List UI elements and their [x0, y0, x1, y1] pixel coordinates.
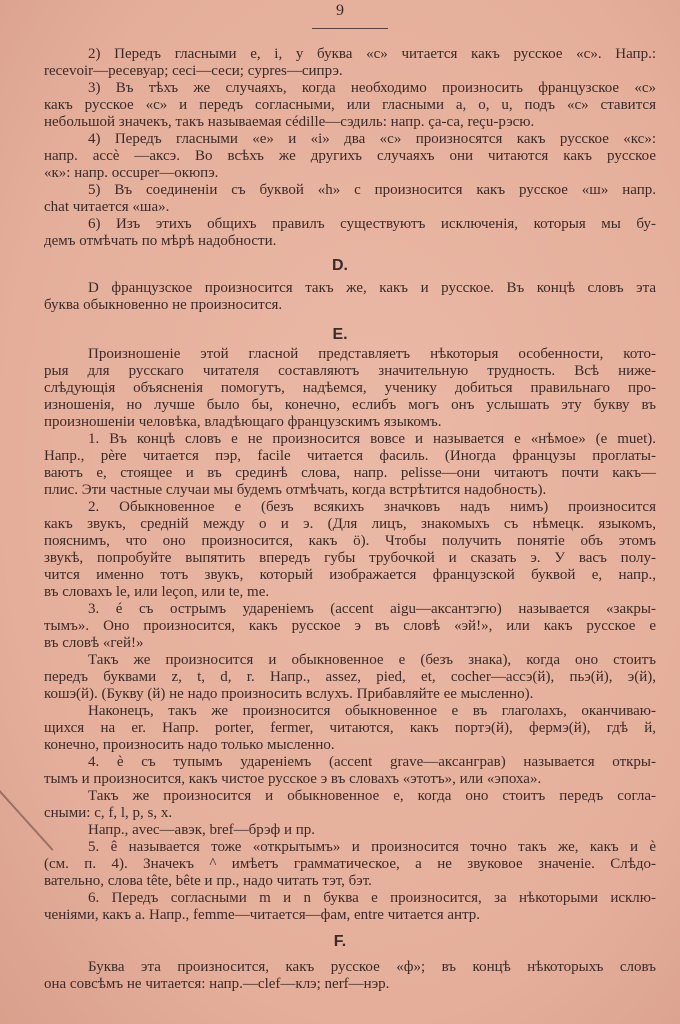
text-line: Наконецъ, такъ же произносится обыкновенное e въ глаголахъ, оканчиваю- [88, 703, 656, 719]
paragraph [44, 652, 656, 703]
text-line: демъ отмѣчать по мѣрѣ надобности. [44, 233, 277, 249]
text-line: какъ русское «c» и передъ согласными, или гласными a, o, u, подъ «c» ставится [44, 97, 656, 113]
heading-e: E. [332, 326, 348, 343]
text-line: небольшой значекъ, такъ называемая cédille—сэдиль: напр. ça-са, reçu-рэсю. [44, 114, 535, 130]
text-line: конечно, произносить надо только мысленно. [44, 737, 335, 753]
section-e [44, 346, 656, 924]
text-line: 3. é съ острымъ удареніемъ (accent aigu—аксантэгю) называется «закры- [88, 601, 656, 617]
paragraph [44, 346, 656, 431]
text-line: она совсѣмъ не читается: напр.—clef—клэ; nerf—нэр. [44, 976, 390, 992]
text-line: Напр., avec—авэк, bref—брэф и пр. [88, 822, 316, 838]
text-line: D французское произносится такъ же, какъ и русское. Въ концѣ словъ эта [88, 280, 656, 296]
text-line: 1. Въ концѣ словъ e не произносится вовсе и называется e «нѣмое» (e muet). [88, 431, 656, 447]
text-line: (см. п. 4). Значекъ ^ имѣетъ грамматическое, а не звуковое значеніе. Слѣдо- [44, 856, 656, 872]
text-line: 3) Въ тѣхъ же случаяхъ, когда необходимо произносить французское «c» [88, 80, 656, 96]
text-line: 4. è съ тупымъ удареніемъ (accent grave—аксанграв) называется откры- [88, 754, 656, 770]
text-line: 2) Передъ гласными e, i, y буква «c» читается какъ русское «c». Напр.: [88, 46, 656, 62]
text-line: кошэ(й). (Букву (й) не надо произносить вслухъ. Прибавляйте ее мысленно). [44, 686, 534, 702]
text-line: «к»: напр. occuper—окюпэ. [44, 165, 219, 181]
paragraph [44, 280, 656, 314]
text-line: вательно, слова tête, bête и пр., надо читать тэт, бэт. [44, 873, 372, 889]
text-line: произношеніи человѣка, владѣющаго французскимъ языкомъ. [44, 414, 442, 430]
section-f [44, 959, 656, 993]
header-rule [312, 28, 388, 29]
text-line: 5) Въ соединеніи съ буквой «h» c произносится какъ русское «ш» напр. [88, 182, 656, 198]
heading-f: F. [333, 933, 347, 950]
text-line: тымъ». Оно произносится, какъ русское э въ словѣ «эй!», или какъ русское e [44, 618, 656, 634]
paragraph [44, 46, 656, 80]
text-line: 6) Изъ этихъ общихъ правилъ существуютъ исключенія, которыя мы бу- [88, 216, 656, 232]
page-number: 9 [336, 2, 344, 19]
text-line: какъ звукъ, средній между о и э. (Для лицъ, знакомыхъ съ нѣмецк. языкомъ, [44, 516, 656, 532]
paragraph [44, 216, 656, 250]
text-line: Буква эта произносится, какъ русское «ф»; въ концѣ нѣкоторыхъ словъ [88, 959, 656, 975]
section-d [44, 280, 656, 314]
text-line: 5. ê называется тоже «открытымъ» и произносится точно такъ же, какъ и è [88, 839, 656, 855]
paragraph [44, 182, 656, 216]
text-line: chat читается «ша». [44, 199, 170, 215]
section-c-rules [44, 46, 656, 250]
text-line: 6. Передъ согласными m и n буква e произносится, за нѣкоторыми исклю- [88, 890, 656, 906]
text-line: сными: c, f, l, p, s, x. [44, 805, 173, 821]
text-line: чится именно тотъ звукъ, который изображается французской буквой e, напр., [44, 567, 656, 583]
paragraph [44, 822, 656, 839]
paragraph [44, 754, 656, 788]
text-line: 4) Передъ гласными «e» и «i» два «c» произносятся какъ русское «кс»: [88, 131, 656, 147]
text-line: въ словѣ «гей!» [44, 635, 144, 651]
text-line: передъ буквами z, t, d, r. Напр., assez, pied, et, cocher—ассэ(й), пьэ(й), э(й), [44, 669, 656, 685]
text-line: 2. Обыкновенное e (безъ всякихъ значковъ надъ нимъ) произносится [88, 499, 656, 515]
text-line: recevoir—ресевуар; ceci—сеси; cypres—сипрэ. [44, 63, 343, 79]
paragraph [44, 839, 656, 890]
text-line: изношенія, но лучше было бы, конечно, еслибъ могъ онъ услышать эту букву въ [44, 397, 656, 413]
text-line: Такъ же произносится и обыкновенное e, когда оно стоитъ передъ согла- [88, 788, 656, 804]
text-line: буква обыкновенно не произносится. [44, 297, 283, 313]
paragraph [44, 703, 656, 754]
text-line: щихся на er. Напр. porter, fermer, читаются, какъ портэ(й), фермэ(й), гдѣ й, [44, 720, 656, 736]
text-line: плис. Эти частные случаи мы будемъ отмѣчать, когда встрѣтится надобность). [44, 482, 547, 498]
paragraph [44, 131, 656, 182]
text-line: тымъ и произносится, какъ чистое русское э въ словахъ «этотъ», или «эпоха». [44, 771, 542, 787]
text-line: ченіями, какъ a. Напр., femme—читается—фам, entre читается антр. [44, 907, 481, 923]
paragraph [44, 959, 656, 993]
paragraph [44, 601, 656, 652]
text-line: ваютъ e, стоящее и въ срединѣ слова, напр. pelisse—они читаютъ почти какъ— [44, 465, 656, 481]
paragraph [44, 80, 656, 131]
text-line: звукѣ, попробуйте выпятить впередъ губы трубочкой и сказать э. У васъ полу- [44, 550, 656, 566]
text-line: рыя для русскаго читателя составляютъ значительную трудность. Всѣ ниже- [44, 363, 656, 379]
text-line: пояснимъ, что оно произносится, какъ ö). Чтобы получить понятіе объ этомъ [44, 533, 656, 549]
text-line: Такъ же произносится и обыкновенное e (безъ знака), когда оно стоитъ [88, 652, 656, 668]
text-line: слѣдующія объясненія помогутъ, надѣемся, ученику добиться правильнаго про- [44, 380, 656, 396]
text-line: въ словахъ le, или leçon, или te, me. [44, 584, 270, 600]
heading-d: D. [332, 257, 348, 274]
text-line: Произношеніе этой гласной представляетъ нѣкоторыя особенности, кото- [88, 346, 656, 362]
text-line: Напр., père читается пэр, facile читается фасиль. (Иногда французы проглаты- [44, 448, 656, 464]
paragraph [44, 788, 656, 822]
paragraph [44, 499, 656, 601]
paragraph [44, 890, 656, 924]
paragraph [44, 431, 656, 499]
text-line: напр. accè —аксэ. Во всѣхъ же другихъ случаяхъ они читаются какъ русское [44, 148, 656, 164]
